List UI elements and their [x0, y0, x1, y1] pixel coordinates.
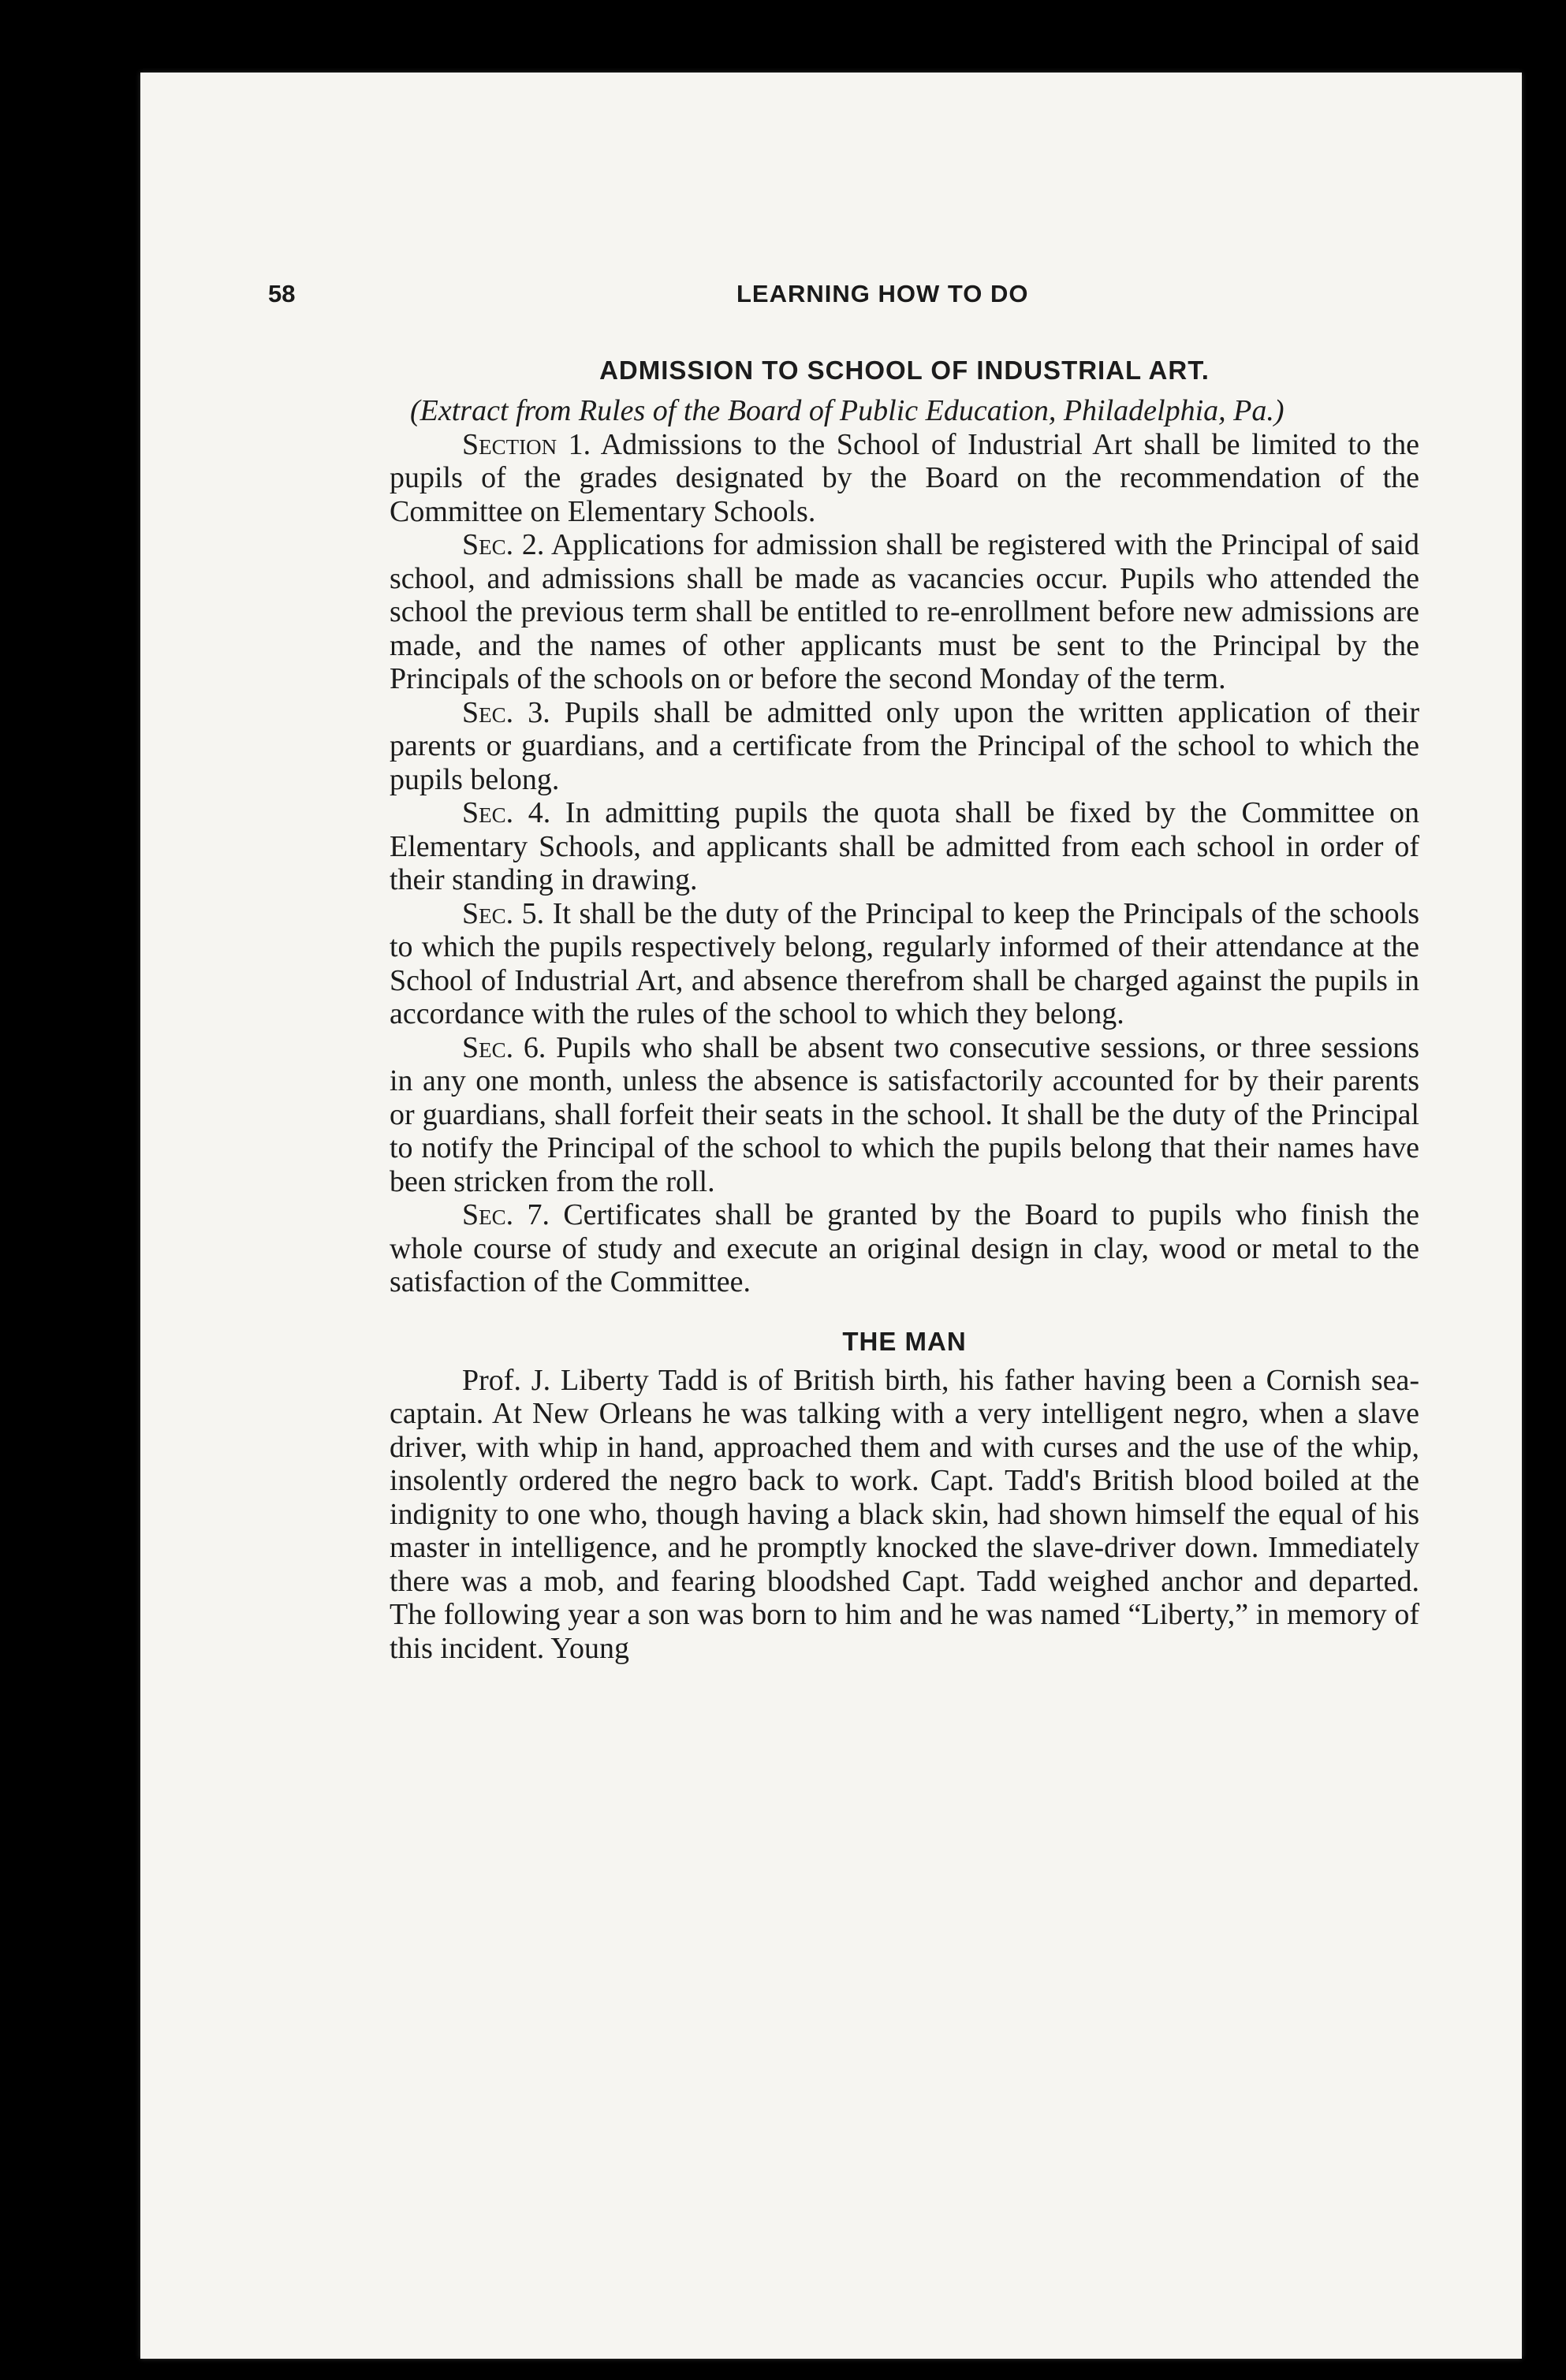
running-head [268, 280, 1135, 319]
the-man-paragraph: Prof. J. Liberty Tadd is of British birth, his father having been a Cornish sea-captain. At New Orleans he was talking with a very intelligent negro, when a slave driver, with whip in hand, approached them and with curses and the use of the whip, insolently ordered the negro back to work. Capt. Tadd's British blood boiled at the indignity to one who, though having a black skin, had shown himself the equal of his master in intelligence, and he promptly knocked the slave-driver down. Immediately there was a mob, and fearing bloodshed Capt. Tadd weighed anchor and departed. The following year a son was born to him and he was named “Liberty,” in memory of this incident. Young [390, 1363, 1419, 1665]
section-text: In admitting pupils the quota shall be fixed by the Committee on Elementary Schools, and applicants shall be admitted from each school in order of their standing in drawing. [390, 796, 1419, 896]
section-text: Pupils shall be admitted only upon the written application of their parents or guardians, and a certificate from the Principal of the school to which the pupils belong. [390, 695, 1420, 796]
page-body [390, 353, 1419, 1665]
the-man-heading: THE MAN [842, 1326, 967, 1356]
section-label: Section 1. [462, 427, 591, 461]
section-5-paragraph [390, 897, 1419, 1031]
section-2-paragraph [390, 528, 1419, 696]
section-label: Sec. 6. [462, 1030, 546, 1064]
extract-note: (Extract from Rules of the Board of Public Education, Philadelphia, Pa.) [410, 394, 1284, 427]
section-label: Sec. 4. [462, 796, 551, 829]
book-title: LEARNING HOW TO DO [736, 280, 1029, 307]
section-4-paragraph [390, 796, 1419, 897]
section-text: Pupils who shall be absent two consecutive sessions, or three sessions in any one month, unless the absence is satisfactorily accounted for by their parents or guardians, shall forfeit their seats in the school. It shall be the duty of the Principal to notify the Principal of the school to which the pupils belong that their names have been stricken from the roll. [390, 1030, 1420, 1198]
section-text: It shall be the duty of the Principal to keep the Principals of the schools to which the pupils respectively belong, regularly informed of their attendance at the School of Industrial Art, and absence therefrom shall be charged against the pupils in accordance with the rules of the school to which they belong. [390, 896, 1420, 1030]
section-3-paragraph [390, 696, 1419, 797]
section-label: Sec. 7. [462, 1198, 550, 1231]
section-6-paragraph [390, 1031, 1419, 1199]
section-1-paragraph [390, 428, 1419, 529]
section-label: Sec. 5. [462, 896, 545, 930]
section-text: Admissions to the School of Industrial Art shall be limited to the pupils of the grades designated by the Board on the recommendation of the Committee on Elementary Schools. [390, 427, 1419, 528]
page-number: 58 [268, 280, 296, 307]
section-label: Sec. 3. [462, 695, 550, 729]
admission-heading: ADMISSION TO SCHOOL OF INDUSTRIAL ART. [599, 356, 1210, 385]
section-7-paragraph [390, 1198, 1419, 1299]
section-text: Certificates shall be granted by the Board to pupils who finish the whole course of study and execute an original design in clay, wood or metal to the satisfaction of the Committee. [390, 1198, 1419, 1298]
section-text: Applications for admission shall be registered with the Principal of said school, and admissions shall be made as vacancies occur. Pupils who attended the school the previous term shall be entitled to re-enrollment before new admissions are made, and the names of other applicants must be sent to the Principal by the Principals of the schools on or before the second Monday of the term. [390, 528, 1420, 695]
section-label: Sec. 2. [462, 528, 545, 561]
